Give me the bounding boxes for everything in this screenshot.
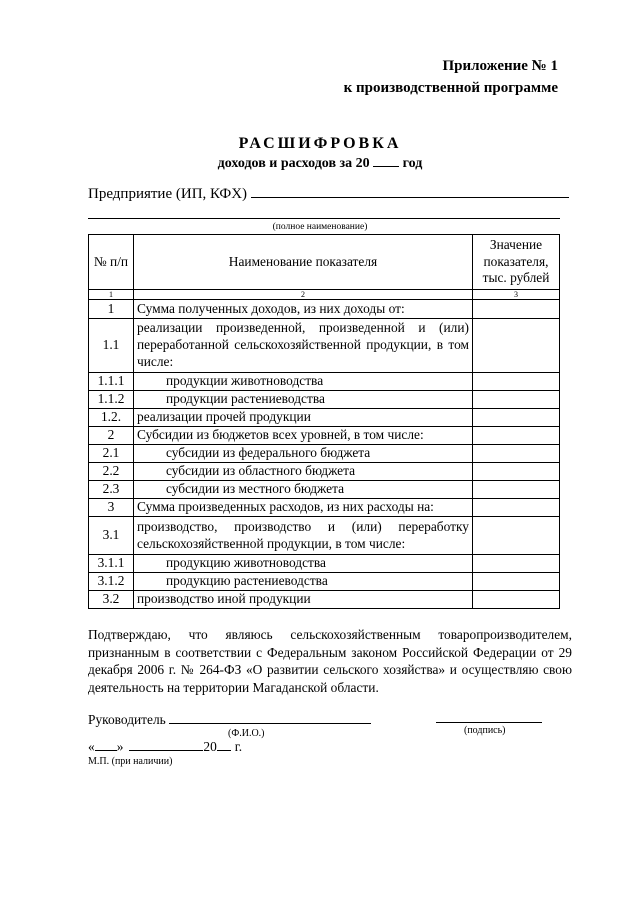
indicators-table bbox=[88, 234, 560, 609]
row-name: производство иной продукции bbox=[134, 591, 473, 609]
date-open-quote: « bbox=[88, 739, 95, 754]
table-row bbox=[89, 445, 560, 463]
table-row bbox=[89, 409, 560, 427]
row-number: 1 bbox=[89, 300, 134, 319]
header-value: Значение показателя, тыс. рублей bbox=[473, 235, 560, 290]
table-row bbox=[89, 300, 560, 319]
enterprise-row bbox=[88, 186, 569, 203]
table-row bbox=[89, 373, 560, 391]
row-name: продукции животноводства bbox=[134, 373, 473, 391]
row-number: 3.1 bbox=[89, 517, 134, 555]
table-row bbox=[89, 319, 560, 373]
table-row bbox=[89, 499, 560, 517]
row-value[interactable] bbox=[473, 300, 560, 319]
row-name: Сумма произведенных расходов, из них расходы на: bbox=[134, 499, 473, 517]
row-number: 1.2. bbox=[89, 409, 134, 427]
row-name: Сумма полученных доходов, из них доходы от: bbox=[134, 300, 473, 319]
header-name: Наименование показателя bbox=[134, 235, 473, 290]
row-name: субсидии из местного бюджета bbox=[134, 481, 473, 499]
document-title: РАСШИФРОВКА bbox=[238, 135, 402, 152]
table-row bbox=[89, 481, 560, 499]
row-value[interactable] bbox=[473, 373, 560, 391]
enterprise-name-field-line2[interactable] bbox=[88, 218, 560, 219]
date-month-field[interactable] bbox=[129, 750, 203, 751]
row-number: 3.2 bbox=[89, 591, 134, 609]
appendix-line-2: к производственной программе bbox=[343, 80, 558, 96]
head-label: Руководитель bbox=[88, 712, 166, 727]
column-number-row bbox=[89, 290, 560, 300]
confirmation-text: Подтверждаю, что являюсь сельскохозяйственным товаропроизводителем, признанным в соответствии с Федеральным законом Российской Федерации от 29 декабря 2006 г. № 264-ФЗ «О развитии сельского хозяйства» и осуществляю свою деятельность на территории Магаданской области. bbox=[88, 627, 572, 695]
fio-hint: (Ф.И.О.) bbox=[228, 728, 265, 739]
table-row bbox=[89, 427, 560, 445]
row-name: Субсидии из бюджетов всех уровней, в том числе: bbox=[134, 427, 473, 445]
row-name: реализации прочей продукции bbox=[134, 409, 473, 427]
row-value[interactable] bbox=[473, 319, 560, 373]
subtitle-prefix: доходов и расходов за 20 bbox=[217, 156, 370, 171]
row-value[interactable] bbox=[473, 555, 560, 573]
row-number: 3.1.1 bbox=[89, 555, 134, 573]
enterprise-hint: (полное наименование) bbox=[272, 222, 368, 232]
date-close-quote: » bbox=[116, 739, 124, 754]
row-value[interactable] bbox=[473, 445, 560, 463]
row-number: 3.1.2 bbox=[89, 573, 134, 591]
row-value[interactable] bbox=[473, 591, 560, 609]
row-name: продукцию животноводства bbox=[134, 555, 473, 573]
stamp-label: М.П. (при наличии) bbox=[88, 756, 173, 767]
date-year: 20 bbox=[203, 739, 217, 754]
document-subtitle bbox=[0, 154, 640, 172]
row-value[interactable] bbox=[473, 463, 560, 481]
row-number: 1.1.1 bbox=[89, 373, 134, 391]
table-row bbox=[89, 391, 560, 409]
signature-hint: (подпись) bbox=[464, 725, 506, 736]
date-row bbox=[88, 739, 242, 755]
row-name: субсидии из областного бюджета bbox=[134, 463, 473, 481]
row-value[interactable] bbox=[473, 481, 560, 499]
header-no: № п/п bbox=[89, 235, 134, 290]
date-day-field[interactable] bbox=[95, 750, 117, 751]
subtitle-suffix: год bbox=[402, 156, 423, 171]
row-name: реализации произведенной, произведенной и (или) переработанной сельскохозяйственной продукции, в том числе: bbox=[134, 319, 473, 373]
table-row bbox=[89, 517, 560, 555]
date-year-suffix: г. bbox=[234, 739, 243, 754]
row-value[interactable] bbox=[473, 409, 560, 427]
year-blank[interactable] bbox=[373, 154, 399, 167]
row-number: 2.2 bbox=[89, 463, 134, 481]
head-signature-row bbox=[88, 712, 371, 728]
row-name: субсидии из федерального бюджета bbox=[134, 445, 473, 463]
row-value[interactable] bbox=[473, 517, 560, 555]
table-row bbox=[89, 463, 560, 481]
col-number: 2 bbox=[134, 290, 473, 300]
date-year-field[interactable] bbox=[217, 750, 231, 751]
row-number: 2.3 bbox=[89, 481, 134, 499]
row-number: 1.1 bbox=[89, 319, 134, 373]
row-number: 2.1 bbox=[89, 445, 134, 463]
row-value[interactable] bbox=[473, 427, 560, 445]
table-row bbox=[89, 573, 560, 591]
row-number: 2 bbox=[89, 427, 134, 445]
col-number: 3 bbox=[473, 290, 560, 300]
head-fio-field[interactable] bbox=[169, 723, 371, 724]
row-name: продукцию растениеводства bbox=[134, 573, 473, 591]
row-value[interactable] bbox=[473, 573, 560, 591]
row-number: 1.1.2 bbox=[89, 391, 134, 409]
signature-field[interactable] bbox=[436, 722, 542, 723]
enterprise-label: Предприятие (ИП, КФХ) bbox=[88, 186, 248, 202]
row-number: 3 bbox=[89, 499, 134, 517]
appendix-line-1: Приложение № 1 bbox=[442, 58, 558, 74]
row-value[interactable] bbox=[473, 499, 560, 517]
row-value[interactable] bbox=[473, 391, 560, 409]
table-row bbox=[89, 555, 560, 573]
table-row bbox=[89, 591, 560, 609]
row-name: производство, производство и (или) переработку сельскохозяйственной продукции, в том числе: bbox=[134, 517, 473, 555]
row-name: продукции растениеводства bbox=[134, 391, 473, 409]
enterprise-name-field[interactable] bbox=[251, 197, 569, 198]
col-number: 1 bbox=[89, 290, 134, 300]
